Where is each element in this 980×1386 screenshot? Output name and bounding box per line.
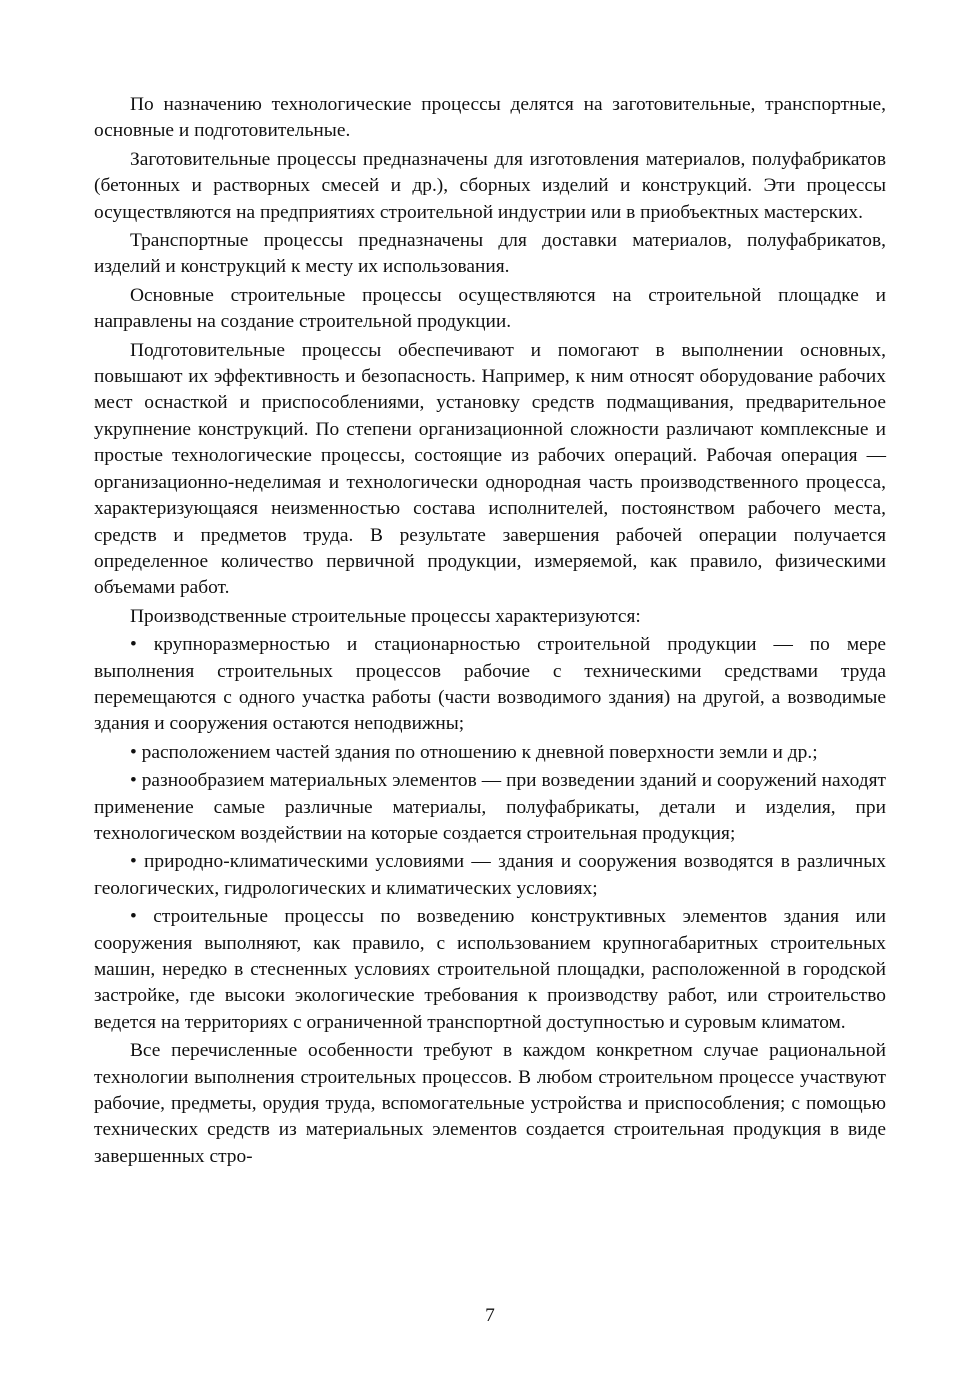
paragraph-characteristics-intro: Производственные строительные процессы характеризуются:: [130, 605, 641, 627]
page-body: [94, 92, 886, 1172]
bullet-item-climate: • природно-климатическими условиями — здания и сооружения возводятся в различных геологических, гидрологических и климатических условиях;: [94, 851, 886, 899]
bullet-item-large-size: • крупноразмерностью и стационарностью строительной продукции — по мере выполнения строительных процессов рабочие с техническими средствами труда перемещаются с одного участка работы (части возводимого здания) на другой, а возводимые здания и сооружения остаются неподвижны;: [94, 634, 886, 735]
paragraph-main-processes: Основные строительные процессы осуществляются на строительной площадке и направлены на создание строительной продукции.: [94, 284, 886, 333]
bullet-item-material-variety: • разнообразием материальных элементов — при возведении зданий и сооружений находят применение самые различные материалы, полуфабрикаты, детали и изделия, при технологическом воздействии на которые создается строительная продукция;: [94, 770, 886, 844]
bullet-item-location: • расположением частей здания по отношению к дневной поверхности земли и др.;: [130, 741, 818, 763]
paragraph-conclusion: Все перечисленные особенности требуют в каждом конкретном случае рациональной технологии выполнения строительных процессов. В любом строительном процессе участвуют рабочие, предметы, орудия труда, вспомогательные устройства и приспособления; с помощью технических средств из материальных элементов создается строительная продукция в виде завершенных стро-: [94, 1040, 886, 1167]
page-number: 7: [485, 1305, 495, 1326]
paragraph-transport-processes: Транспортные процессы предназначены для доставки материалов, полуфабрикатов, изделий и конструкций к месту их использования.: [94, 230, 886, 278]
paragraph-preparatory-processes: Подготовительные процессы обеспечивают и помогают в выполнении основных, повышают их эффективность и безопасность. Например, к ним относят оборудование рабочих мест оснасткой и приспособлениями, установку средств подмащивания, предварительное укрупнение конструкций. По степени организационной сложности различают комплексные и простые технологические процессы, состоящие из рабочих операций. Рабочая операция — организационно-неделимая и технологически однородная часть производственного процесса, характеризующаяся неизменностью состава исполнителей, постоянством рабочего места, средств и предметов труда. В результате завершения рабочей операции получается определенное количество первичной продукции, измеряемой, как правило, физическими объемами работ.: [94, 339, 886, 599]
paragraph-purpose-classification: По назначению технологические процессы делятся на заготовительные, транспортные, основные и подготовительные.: [94, 94, 886, 142]
bullet-item-machinery: • строительные процессы по возведению конструктивных элементов здания или сооружения выполняют, как правило, с использованием крупногабаритных строительных машин, нередко в стесненных условиях строительной площадки, расположенной в городской застройке, где высоки экологические требования к производству работ, или строительство ведется на территориях с ограниченной транспортной доступностью и суровым климатом.: [94, 906, 886, 1033]
paragraph-procurement-processes: Заготовительные процессы предназначены для изготовления материалов, полуфабрикатов (бетонных и растворных смесей и др.), сборных изделий и конструкций. Эти процессы осуществляются на предприятиях строительной индустрии или в приобъектных мастерских.: [94, 148, 886, 223]
